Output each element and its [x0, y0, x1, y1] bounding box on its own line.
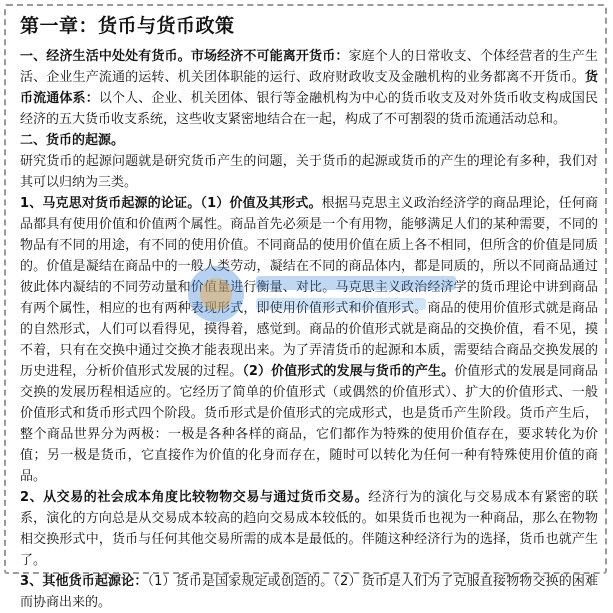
section-2-heading: 二、货币的起源。	[20, 133, 125, 148]
circulation-system-heading: 货币流通体系：	[20, 70, 598, 106]
value-development-heading: （2）价值形式的发展与货币的产生。	[242, 364, 455, 379]
document-body	[20, 12, 598, 613]
other-theories-text: （1）货币是国家规定或创造的。（2）货币是人们为了克服直接物物交换的困难而协商出来的。	[20, 574, 599, 610]
transaction-cost-heading: 2、从交易的社会成本角度比较物物交易与通过货币交易。	[20, 490, 369, 505]
other-theories-paragraph	[20, 571, 598, 613]
marx-origin-paragraph	[20, 193, 598, 487]
section-1-paragraph	[20, 46, 598, 130]
section-1-heading: 一、经济生活中处处有货币。	[20, 49, 191, 64]
market-economy-text: 家庭个人的日常收支、个体经营者的生产生活、企业生产流通的运转、机关团体职能的运行、政府财政收支及金融机构的业务都离不开货币。	[20, 49, 598, 85]
chapter-title: 第一章：货币与货币政策	[20, 15, 235, 37]
document-frame	[4, 4, 607, 610]
section-2-intro: 研究货币的起源问题就是研究货币产生的问题，关于货币的起源或货币的产生的理论有多种，我们对其可以归纳为三类。	[20, 154, 598, 190]
circulation-system-text: 以个人、企业、机关团体、银行等金融机构为中心的货币收支及对外货币收支构成国民经济的五大货币收支系统，这些收支紧密地结合在一起，构成了不可割裂的货币流通活动总和。	[20, 91, 598, 127]
transaction-cost-text: 经济行为的演化与交易成本有紧密的联系，演化的方向总是从交易成本较高的趋向交易成本较低的。如果货币也视为一种商品，那么在物物相交换形式中，货币与任何其他交易所需的成本是最低的。伴随这种经济行为的选择，货币也就产生了。	[20, 490, 598, 568]
marx-origin-heading: 1、马克思对货币起源的论证。	[20, 196, 201, 211]
market-economy-heading: 市场经济不可能离开货币：	[190, 49, 349, 64]
value-form-text: 根据马克思主义政治经济学的商品理论，任何商品都具有使用价值和价值两个属性。商品首先必须是一个有用物，能够满足人们的某种需要，不同的物品有不同的用途，有不同的使用价值。不同商品的使用价值在质上各不相同，但所含的价值是同质的。价值是凝结在商品中的一般人类劳动，凝结在不同的商品体内，都是同质的，所以不同商品通过彼此体内凝结的不同劳动量和价值量进行衡量、对比。马克思主义政治经济学的货币理论中讲到商品有两个属性，相应的也有两种表现形式，即使用价值形式和价值形式。商品的使用价值形式就是商品的自然形式，人们可以看得见，摸得着，感觉到。商品的价值形式就是商品的交换价值，看不见，摸不着，只有在交换中通过交换才能表现出来。为了弄清货币的起源和本质，需要结合商品交换发展的历史进程，分析价值形式发展的过程。	[20, 196, 599, 379]
value-form-heading: （1）价值及其形式。	[200, 196, 322, 211]
other-theories-heading: 3、其他货币起源论：	[20, 574, 148, 589]
value-development-text: 价值形式的发展是同商品交换的发展历程相适应的。它经历了简单的价值形式（或偶然的价值形式）、扩大的价值形式、一般价值形式和货币形式四个阶段。货币形式是价值形式的完成形式，也是货币产生阶段。货币产生后，整个商品世界分为两极：一极是各种各样的商品，它们都作为特殊的使用价值存在，要求转化为价值；另一极是货币，它直接作为价值的化身而存在，随时可以转化为任何一种有特殊使用价值的商品。	[20, 364, 598, 484]
transaction-cost-paragraph	[20, 487, 598, 571]
